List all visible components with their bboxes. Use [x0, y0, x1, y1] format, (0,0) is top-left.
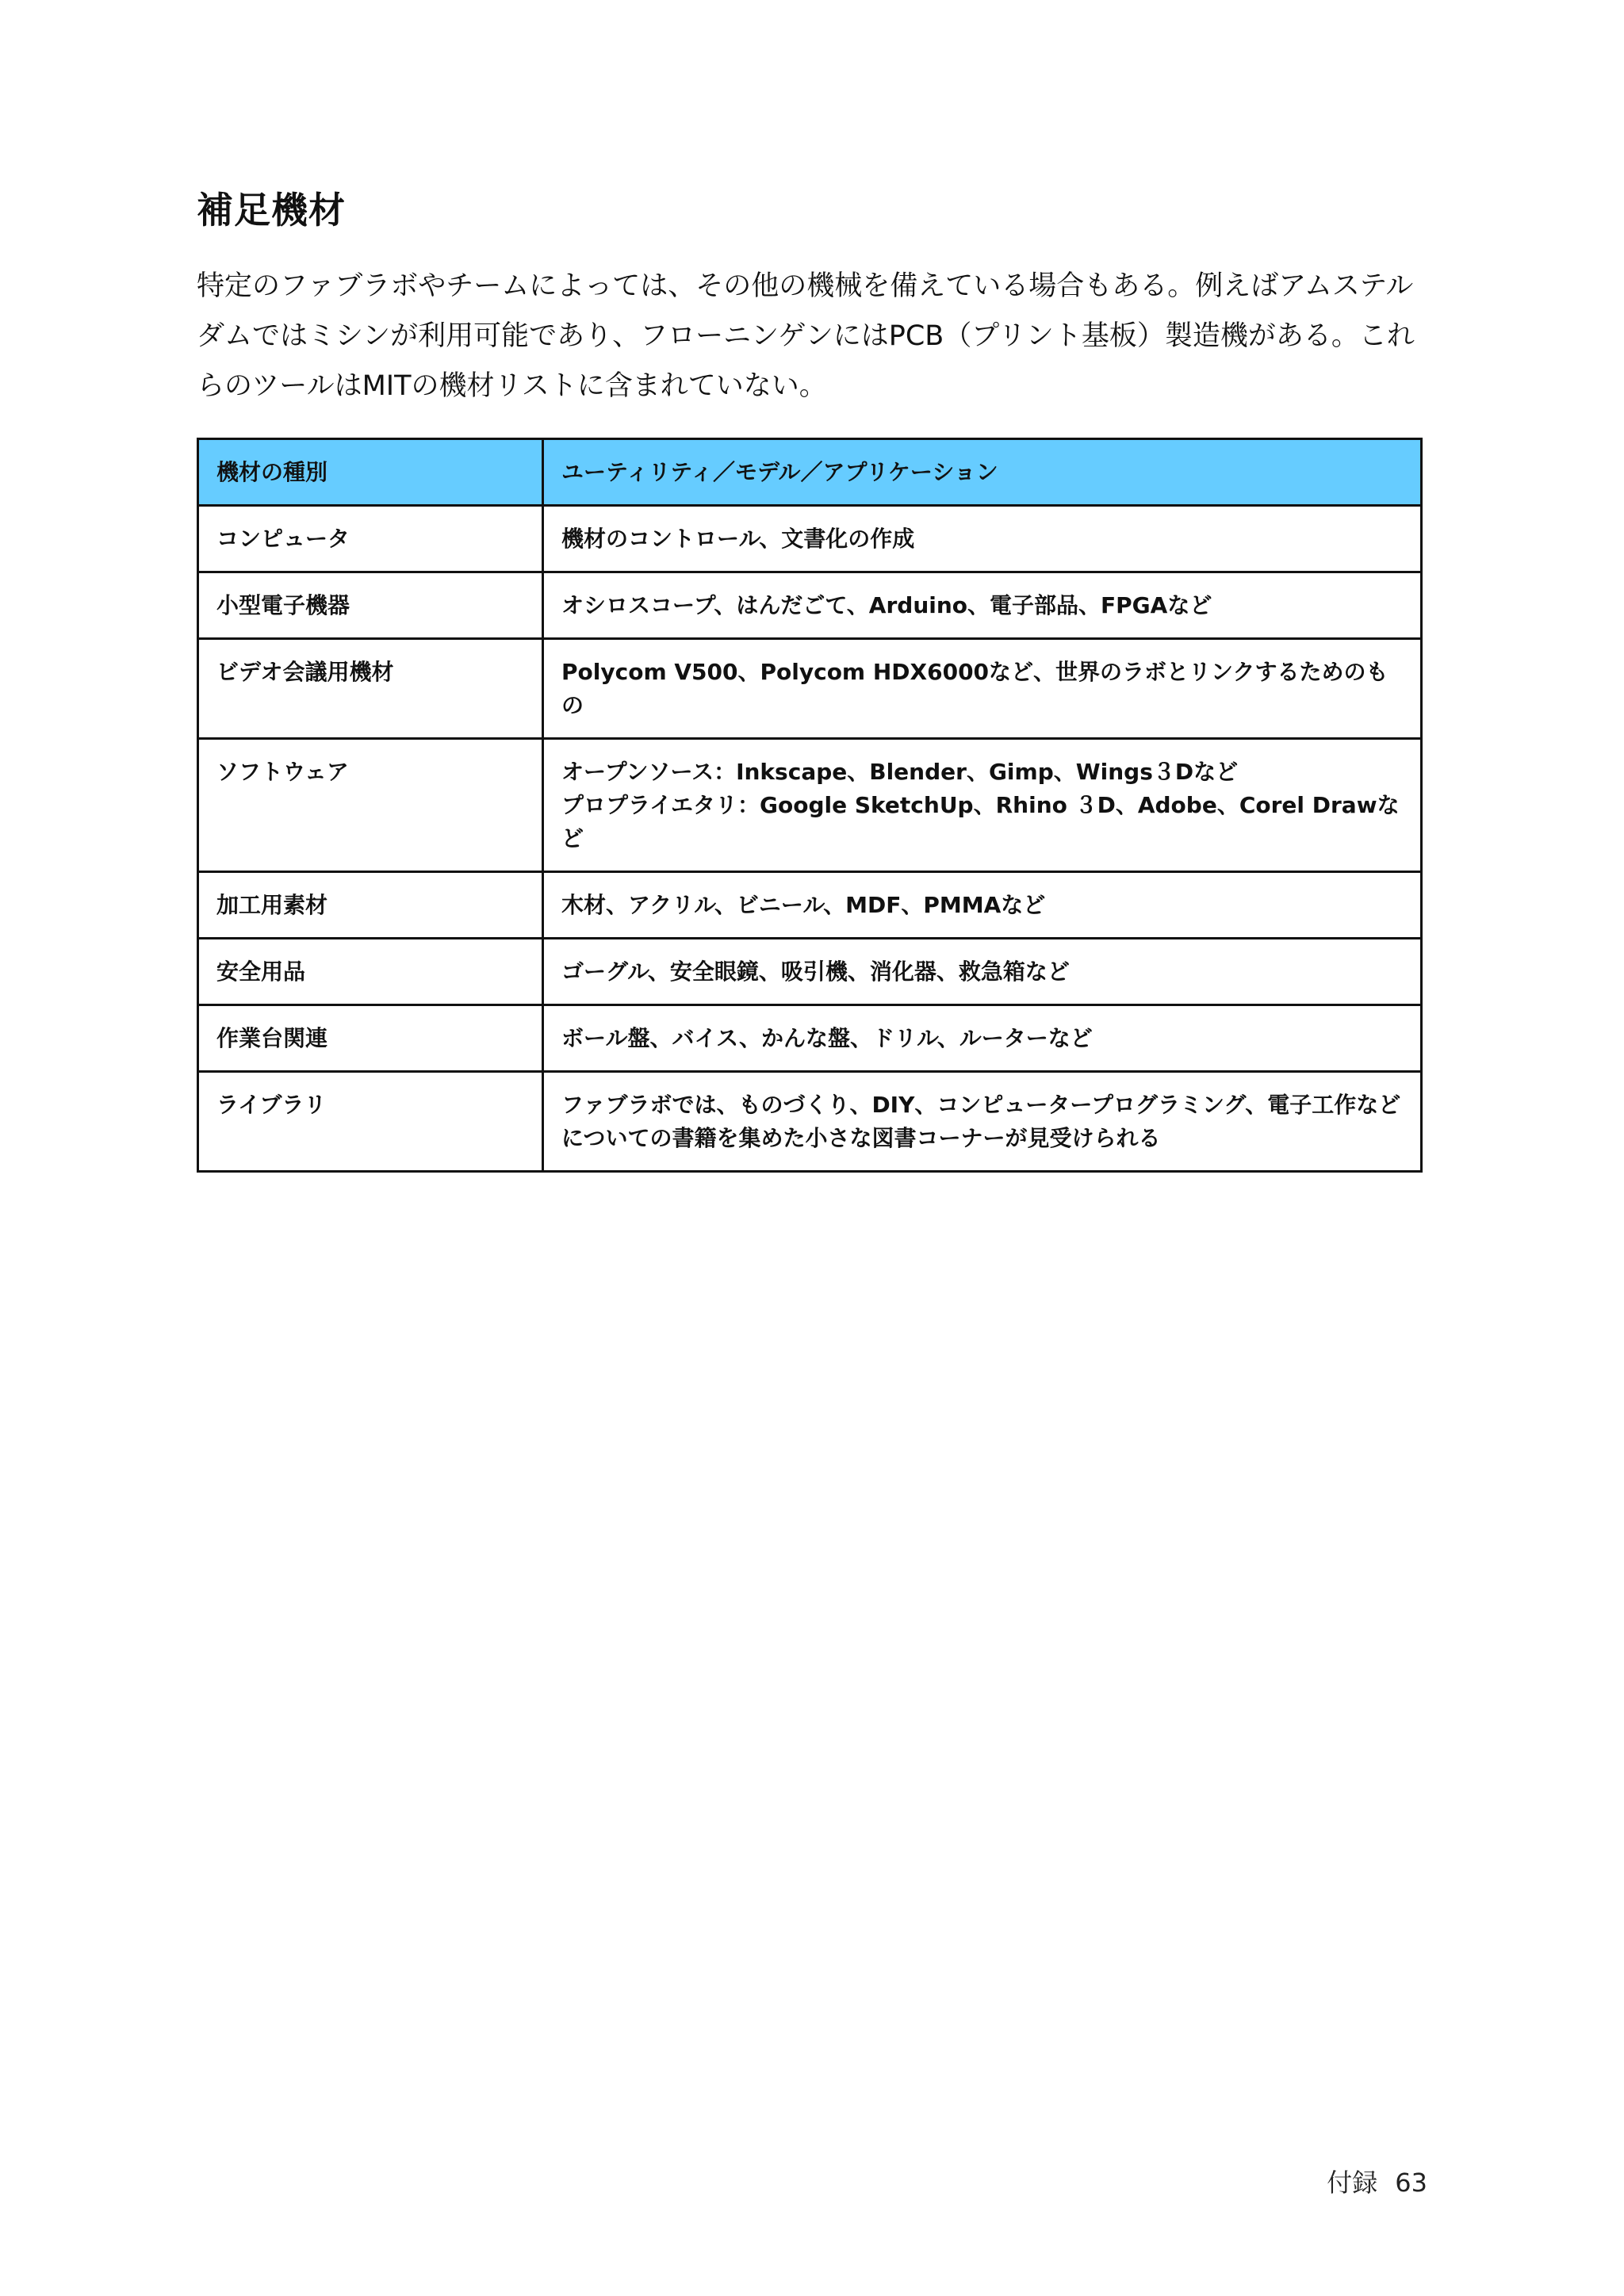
equipment-type-cell: ビデオ会議用機材 — [198, 639, 543, 739]
equipment-type-cell: 作業台関連 — [198, 1005, 543, 1072]
equipment-usage-cell — [543, 639, 1422, 739]
equipment-type-cell: 小型電子機器 — [198, 572, 543, 639]
intro-paragraph: 特定のファブラボやチームによっては、その他の機械を備えている場合もある。例えばアムステルダムではミシンが利用可能であり、フローニンゲンにはPCB（プリント基板）製造機がある。これらのツールはMITの機材リストに含まれていない。 — [197, 270, 1415, 402]
usage-line: Polycom V500、Polycom HDX6000など、世界のラボとリンクするためのもの — [561, 659, 1388, 718]
equipment-type-cell: ソフトウェア — [198, 739, 543, 872]
table-row — [198, 639, 1422, 739]
usage-line: ゴーグル、安全眼鏡、吸引機、消化器、救急箱など — [561, 959, 1070, 985]
equipment-type-cell: コンピュータ — [198, 506, 543, 572]
table-row — [198, 1072, 1422, 1172]
equipment-type-cell: 安全用品 — [198, 939, 543, 1005]
usage-line: ボール盤、バイス、かんな盤、ドリル、ルーターなど — [561, 1025, 1093, 1051]
usage-line: ファブラボでは、ものづくり、DIY、コンピュータープログラミング、電子工作などについての書籍を集めた小さな図書コーナーが見受けられる — [561, 1092, 1401, 1151]
table-row — [198, 739, 1422, 872]
usage-line: 機材のコントロール、文書化の作成 — [561, 526, 915, 552]
equipment-usage-cell — [543, 739, 1422, 872]
table-row — [198, 872, 1422, 939]
page-title: 補足機材 — [197, 189, 346, 232]
table-row — [198, 572, 1422, 639]
table-row — [198, 1005, 1422, 1072]
equipment-type-cell: 加工用素材 — [198, 872, 543, 939]
equipment-table — [197, 438, 1423, 1173]
equipment-usage-cell — [543, 572, 1422, 639]
equipment-usage-cell — [543, 939, 1422, 1005]
table-row — [198, 939, 1422, 1005]
equipment-usage-cell — [543, 506, 1422, 572]
column-header-utility: ユーティリティ／モデル／アプリケーション — [543, 439, 1422, 506]
equipment-usage-cell — [543, 1072, 1422, 1172]
column-header-type: 機材の種別 — [198, 439, 543, 506]
page-number: 63 — [1395, 2168, 1427, 2198]
usage-line: オシロスコープ、はんだごて、Arduino、電子部品、FPGAなど — [561, 592, 1212, 618]
usage-line: 木材、アクリル、ビニール、MDF、PMMAなど — [561, 892, 1046, 918]
usage-line: オープンソース：Inkscape、Blender、Gimp、Wings３Dなど — [561, 759, 1239, 785]
equipment-type-cell: ライブラリ — [198, 1072, 543, 1172]
equipment-usage-cell — [543, 872, 1422, 939]
table-row — [198, 506, 1422, 572]
table-header-row — [198, 439, 1422, 506]
page-footer — [1327, 2163, 1427, 2199]
equipment-usage-cell — [543, 1005, 1422, 1072]
usage-line: プロプライエタリ：Google SketchUp、Rhino ３D、Adobe、Corel Drawなど — [561, 792, 1400, 851]
footer-section-label: 付録 — [1327, 2168, 1378, 2198]
